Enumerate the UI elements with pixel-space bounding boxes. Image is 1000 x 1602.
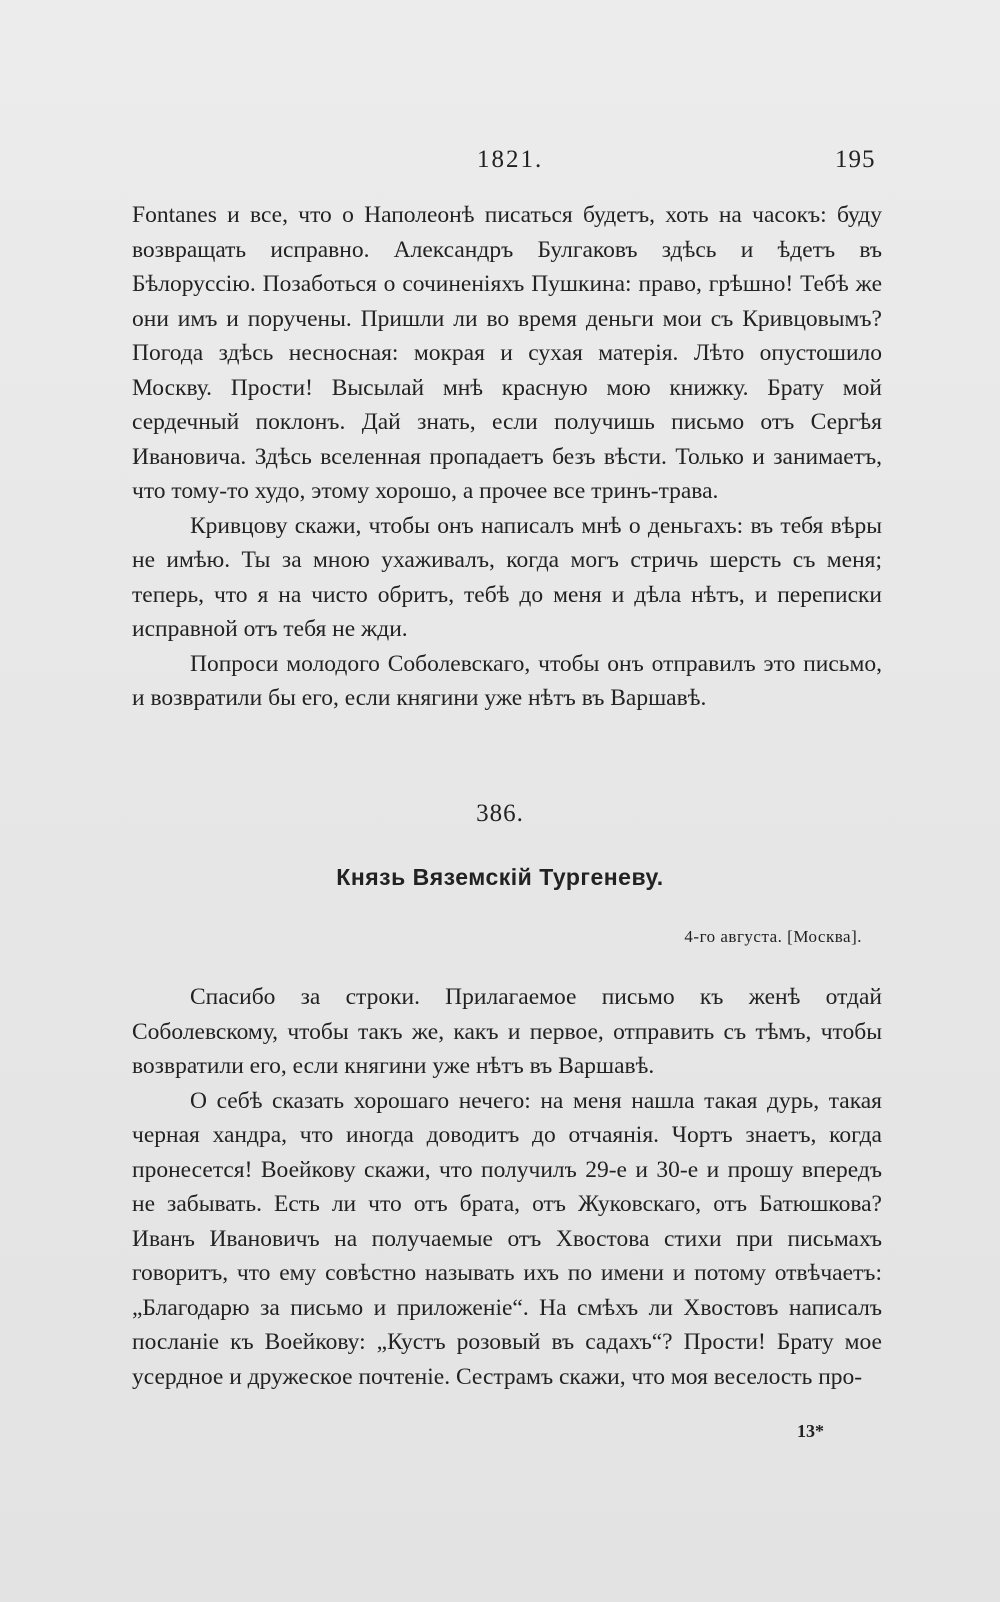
paragraph: Кривцову скажи, чтобы онъ написалъ мнѣ о деньгахъ: въ тебя вѣры не имѣю. Ты за мною ухаживалъ, когда могъ стричь шерсть съ меня; теперь, что я на чисто обритъ, тебѣ до меня и дѣла нѣтъ, и переписки исправной отъ тебя не жди. [132, 512, 882, 642]
paragraph: Fontanes и все, что о Наполеонѣ писаться будетъ, хоть на часокъ: буду возвращать исправно. Александръ Булгаковъ здѣсь и ѣдетъ въ Бѣлоруссію. Позаботься о сочиненіяхъ Пушкина: право, грѣшно! Тебѣ же они имъ и поручены. Пришли ли во время деньги мои съ Кривцовымъ? Погода здѣсь несносная: мокрая и сухая матерія. Лѣто опустошило Москву. Прости! Высылай мнѣ красную мою книжку. Брату мой сердечный поклонъ. Дай знать, если получишь письмо отъ Сергѣя Ивановича. Здѣсь вселенная пропадаетъ безъ вѣсти. Только и занимаетъ, что тому-то худо, этому хорошо, а прочее все тринъ-трава. [132, 202, 882, 504]
letter-title: Князь Вяземскій Тургеневу. [336, 864, 664, 890]
page-number: 195 [835, 146, 876, 173]
paragraph: О себѣ сказать хорошаго нечего: на меня нашла такая дурь, такая черная хандра, что иногда доводитъ до отчаянія. Чортъ знаетъ, когда пронесется! Воейкову скажи, что получилъ 29-е и 30-е и прошу впередъ не забывать. Есть ли что отъ брата, отъ Жуковскаго, отъ Батюшкова? Иванъ Ивановичъ на получаемые отъ Хвостова стихи при письмахъ говоритъ, что ему совѣстно называть ихъ по имени и потому отвѣчаетъ: „Благодарю за письмо и приложеніе“. На смѣхъ ли Хвостовъ написалъ посланіе къ Воейкову: „Кустъ розовый въ садахъ“? Прости! Брату мое усердное и дружеское почтеніе. Сестрамъ скажи, что моя веселость про- [132, 1087, 882, 1390]
paragraph: Спасибо за строки. Прилагаемое письмо къ женѣ отдай Соболевскому, чтобы такъ же, какъ и первое, отправить съ тѣмъ, чтобы возвратили его, если княгини уже нѣтъ въ Варшавѣ. [132, 984, 882, 1079]
continued-letter-text [132, 198, 882, 716]
letter-date: 4-го августа. [Москва]. [684, 927, 862, 946]
running-header-year: 1821. [477, 146, 544, 173]
letter-body [132, 980, 882, 1394]
letter-number: 386. [476, 800, 524, 827]
paragraph: Попроси молодого Соболевскаго, чтобы онъ отправилъ это письмо, и возвратили бы его, если княгини уже нѣтъ въ Варшавѣ. [132, 650, 882, 711]
printer-signature-mark: 13* [797, 1421, 824, 1441]
